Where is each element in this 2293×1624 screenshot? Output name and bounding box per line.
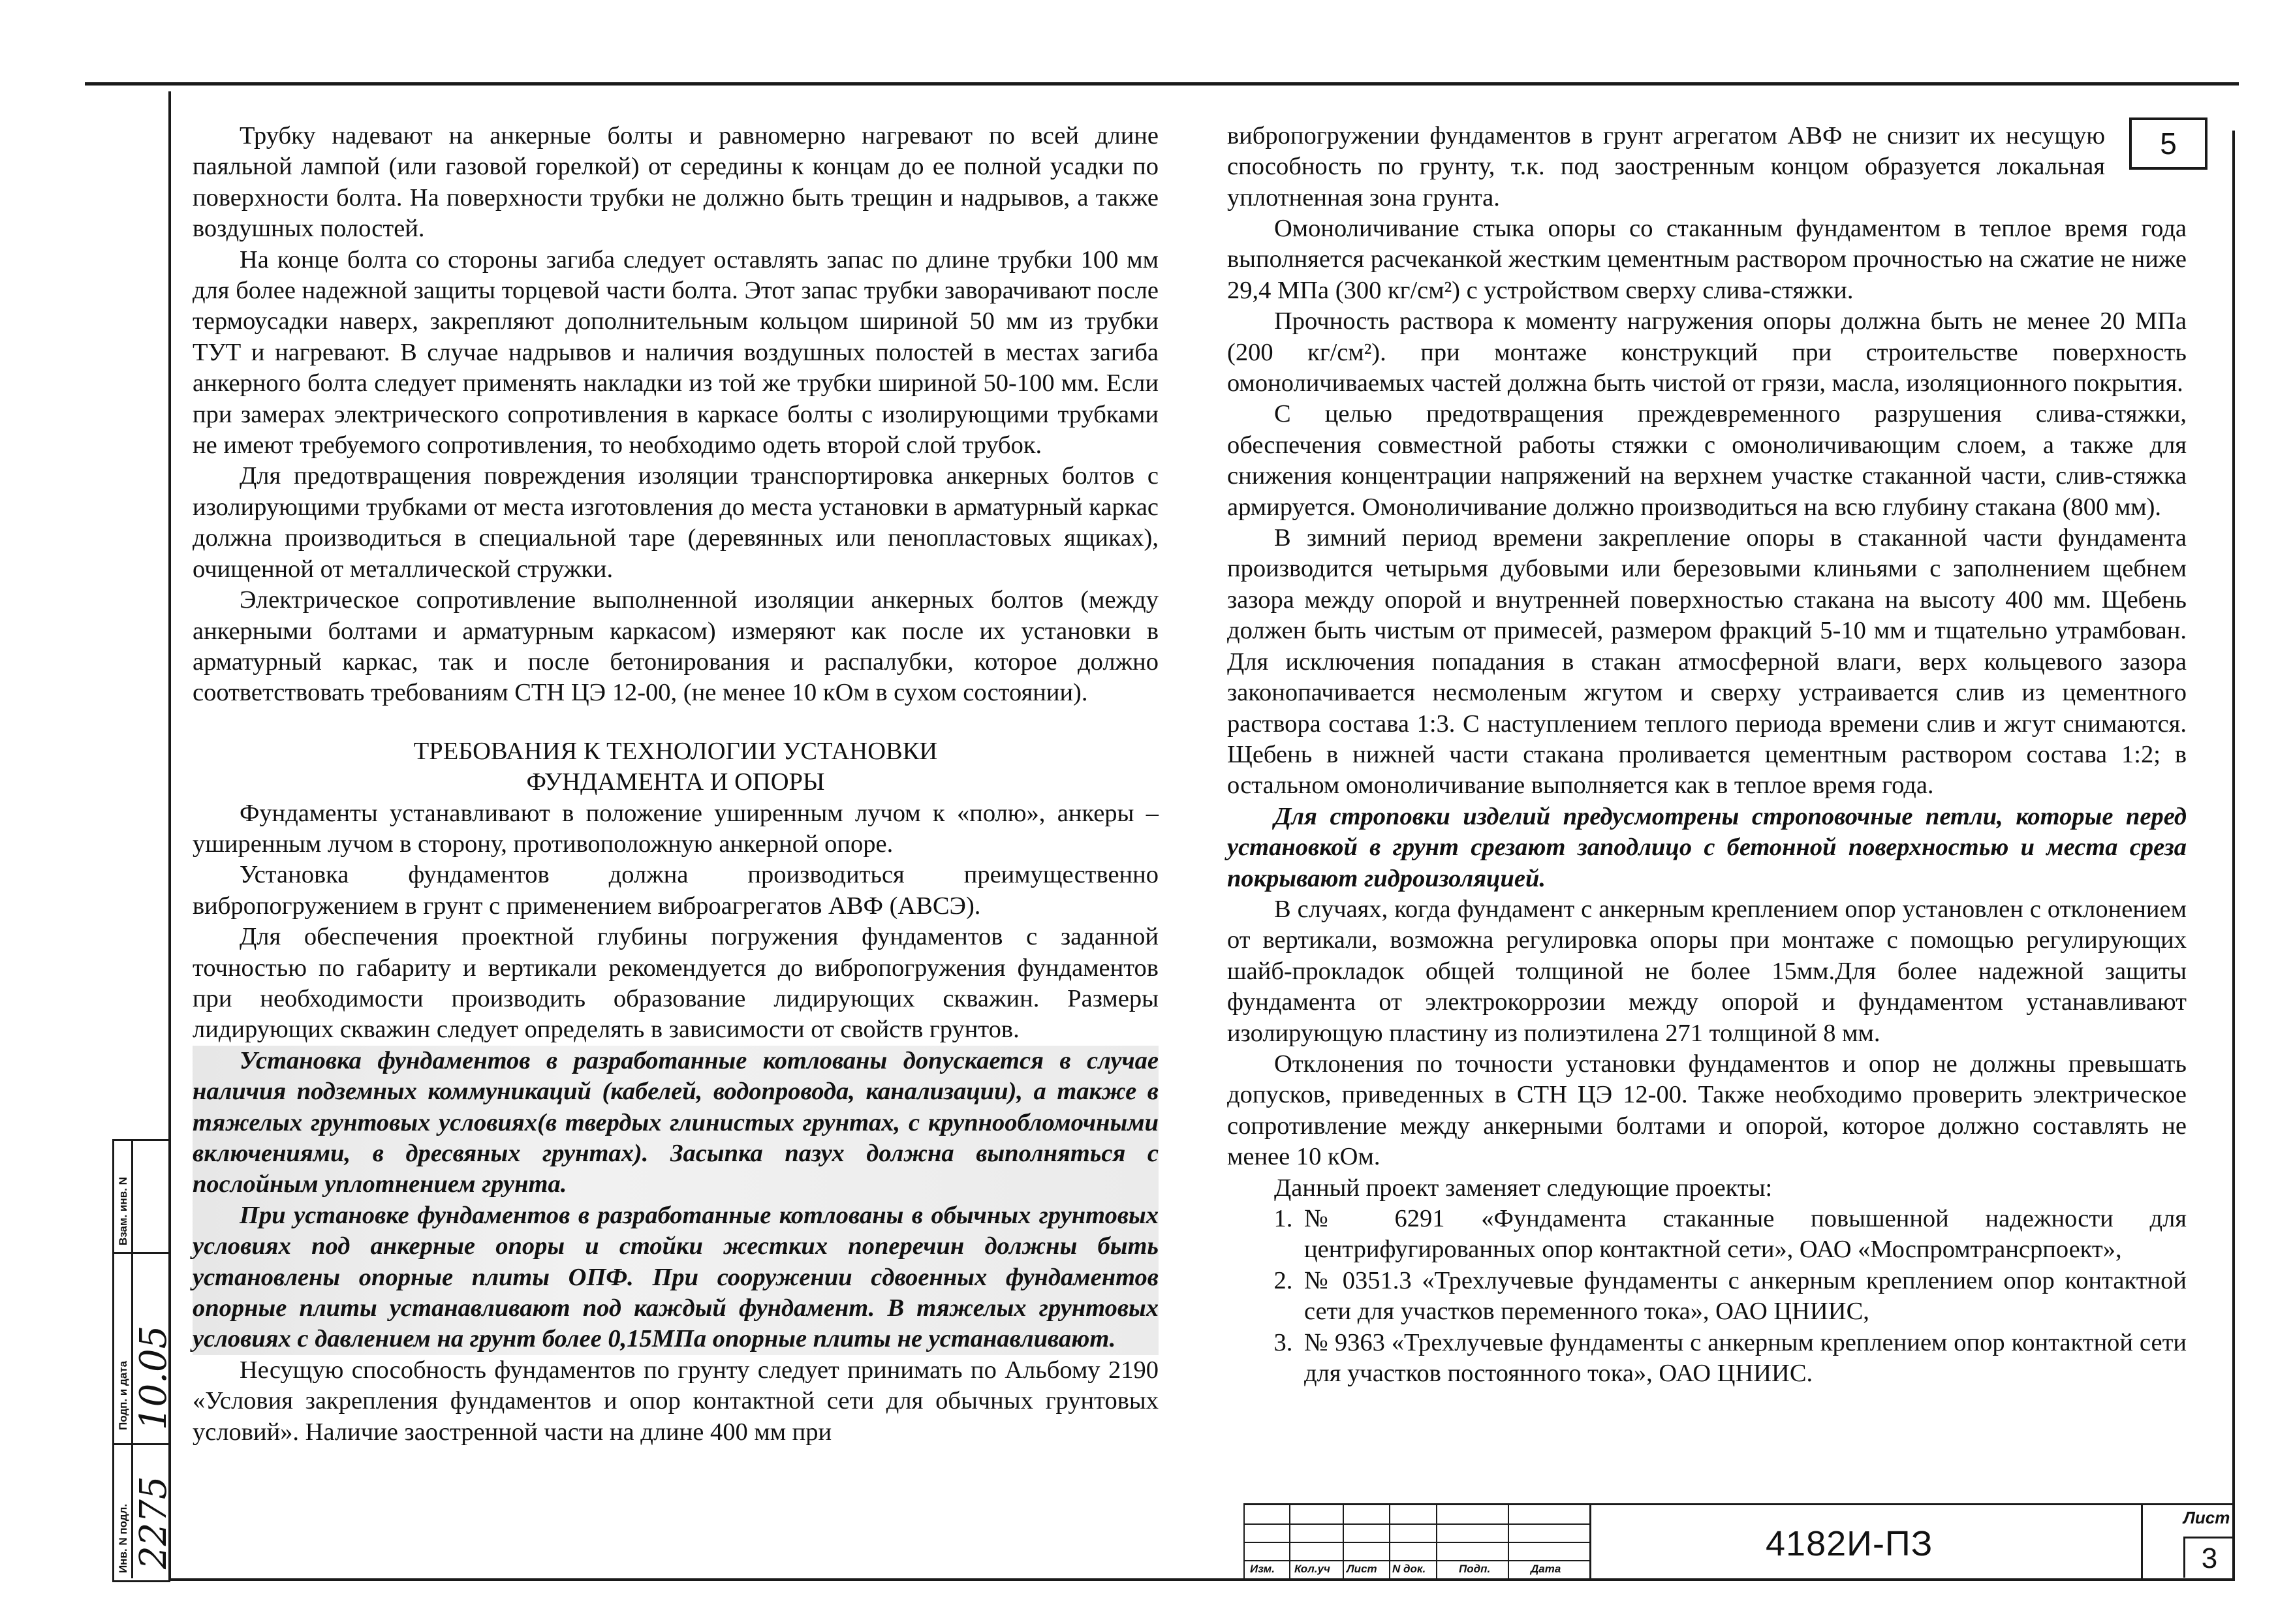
paragraph: Электрическое сопротивление выполненной изоляции анкерных болтов (между анкерными болтами и арматурным каркасом) измеряют как после их установки в арматурный каркас, так и после бетонирования и распалубки, которое должно соответствовать требованиям СТН ЦЭ 12-00, (не менее 10 кОм в сухом состоянии). xyxy=(193,586,1159,707)
label-sign-date: Подп. и дата xyxy=(117,1360,129,1430)
label-inv-orig: Инв. N подл. xyxy=(117,1503,129,1573)
sidebar-cell-replace xyxy=(114,1141,170,1254)
frame-right-border xyxy=(2232,131,2235,1580)
revision-grid xyxy=(1243,1505,1591,1580)
paragraph: Отклонения по точности установки фундаментов и опор не должны превышать допусков, приведенных в СТН ЦЭ 12-00. Также необходимо проверить электрическое сопротивление между анкерными болтами и опорой, которое должно составлять не менее 10 кОм. xyxy=(1227,1050,2187,1171)
header-sheet: Лист xyxy=(1347,1563,1377,1575)
list-item: 3. № 9363 «Трехлучевые фундаменты с анкерным креплением опор контактной сети для участков постоянного тока», ОАО ЦНИИС. xyxy=(1299,1328,2187,1390)
paragraph: Фундаменты устанавливают в положение уширенным лучом к «полю», анкеры – уширенным лучом в сторону, противоположную анкерной опоре. xyxy=(193,799,1159,858)
sheet-label: Лист xyxy=(2183,1508,2230,1527)
replaced-projects-list xyxy=(1227,1204,2187,1389)
paragraph: На конце болта со стороны загиба следует оставлять запас по длине трубки 100 мм для более надежной защиты торцевой части болта. Этот запас трубки заворачивают после термоусадки наверх, закрепляют дополнительным кольцом шириной 50 мм из трубки ТУТ и нагревают. В случае надрывов и наличия воздушных полостей в местах загиба анкерного болта следует применять накладки из той же трубки шириной 50-100 мм. Если при замерах электрического сопротивления в каркасе болты с изолирующими трубками не имеют требуемого сопротивления, то необходимо одеть второй слой трубок. xyxy=(193,245,1159,460)
header-qty: Кол.уч xyxy=(1294,1563,1330,1575)
sheet-number: 3 xyxy=(2183,1537,2234,1578)
italic-paragraph-excavation: Установка фундаментов в разработанные котлованы допускается в случае наличия подземных коммуникаций (кабелей, водопровода, канализации), а также в тяжелых грунтовых условиях(в твердых глинистых грунтах, с крупнообломочными включениями, в дресвяных грунтах). Засыпка пазух должна выполняться с послойным уплотнением грунта. xyxy=(193,1046,1159,1200)
italic-paragraph-support-plates: При установке фундаментов в разработанные котлованы в обычных грунтовых условиях под анкерные опоры и стойки жестких поперечин должны быть установлены опорные плиты ОПФ. При сооружении сдвоенных фундаментов опорные плиты устанавливают под каждый фундамент. В тяжелых грунтовых условиях с давлением на грунт более 0,15МПа опорные плиты не устанавливают. xyxy=(193,1200,1159,1355)
inventory-number: 2275 xyxy=(133,1476,175,1569)
section-heading xyxy=(193,736,1159,798)
paragraph: В зимний период времени закрепление опоры в стаканной части фундамента производится четырьмя дубовыми или березовыми клиньями с заполнением щебнем зазора между опорой и внутренней поверхностью стакана на высоту 400 мм. Щебень должен быть чистым от примесей, размером фракций 5-10 мм и тщательно утрамбован. Для исключения попадания в стакан атмосферной влаги, верх кольцевого зазора законопачивается несмоленым жгутом и сверху устраивается слив из цементного раствора состава 1:3. С наступлением теплого периода времени слив и жгут снимаются. Щебень в нижней части стакана проливается цементным раствором состава 1:2; в остальном омоноличивание выполняется как в теплое время года. xyxy=(1227,524,2187,800)
sheet-cell xyxy=(2141,1505,2234,1580)
top-rule xyxy=(85,82,2239,86)
page-number-box xyxy=(2129,117,2207,170)
title-block xyxy=(1243,1503,2232,1580)
list-item: 1. № 6291 «Фундамента стаканные повышенной надежности для центрифугированных опор контактной сети», ОАО «Моспромтрансрпоект», xyxy=(1299,1204,2187,1266)
header-rev: Изм. xyxy=(1250,1563,1275,1575)
signature-date: 10.05 xyxy=(133,1325,175,1430)
sidebar-cell-orig xyxy=(114,1445,175,1578)
left-column xyxy=(193,121,1159,1448)
paragraph: В случаях, когда фундамент с анкерным креплением опор установлен с отклонением от вертикали, возможна регулировка опоры при монтаже с помощью регулирующих шайб-прокладок общей толщиной не более 15мм.Для более надежной защиты фундамента от электрокоррозии между опорой и фундаментом устанавливают изолирующую пластину из полиэтилена 271 толщиной 8 мм. xyxy=(1227,895,2187,1047)
header-date: Дата xyxy=(1531,1563,1561,1575)
section-heading-line2: ФУНДАМЕНТА И ОПОРЫ xyxy=(526,768,825,796)
section-heading-line1: ТРЕБОВАНИЯ К ТЕХНОЛОГИИ УСТАНОВКИ xyxy=(413,737,938,765)
paragraph: Установка фундаментов должна производиться преимущественно вибропогружением в грунт с применением виброагрегатов АВФ (АВСЭ). xyxy=(193,861,1159,920)
paragraph: С целью предотвращения преждевременного разрушения слива-стяжки, обеспечения совместной работы стяжки с омоноличивающим слоем, а также для снижения концентрации напряжений на верхнем участке стаканной части, слив-стяжка армируется. Омоноличивание должно производиться на всю глубину стакана (800 мм). xyxy=(1227,400,2187,521)
right-column-continuation xyxy=(1227,121,2105,213)
list-item: 2. № 0351.3 «Трехлучевые фундаменты с анкерным креплением опор контактной сети для участков переменного тока», ОАО ЦНИИС, xyxy=(1299,1266,2187,1328)
sidebar-cell-sign xyxy=(114,1254,175,1445)
italic-paragraph-lifting-loops: Для строповки изделий предусмотрены строповочные петли, которые перед установкой в грунт срезают заподлицо с бетонной поверхностью и места среза покрывают гидроизоляцией. xyxy=(1227,802,2187,892)
paragraph: Омоноличивание стыка опоры со стаканным фундаментом в теплое время года выполняется расчеканкой жестким цементным раствором прочностью на сжатие не ниже 29,4 МПа (300 кг/см²) с устройством сверху слива-стяжки. xyxy=(1227,215,2187,304)
right-column xyxy=(1227,213,2187,1389)
header-sign: Подп. xyxy=(1459,1563,1491,1575)
paragraph-continuation: вибропогружении фундаментов в грунт агрегатом АВФ не снизит их несущую способность по грунту, т.к. под заостренным концом образуется локальная уплотненная зона грунта. xyxy=(1227,122,2105,211)
paragraph: Для предотвращения повреждения изоляции транспортировка анкерных болтов с изолирующими трубками от места изготовления до места установки в арматурный каркас должна производиться в специальной таре (деревянных или пенопластовых ящиках), очищенной от металлической стружки. xyxy=(193,462,1159,583)
page-number: 5 xyxy=(2160,127,2177,161)
paragraph: Для обеспечения проектной глубины погружения фундаментов с заданной точностью по габариту и вертикали рекомендуется до вибропогружения фундаментов при необходимости производить образование лидирующих скважин. Размеры лидирующих скважин следует определять в зависимости от свойств грунтов. xyxy=(193,923,1159,1044)
paragraph: Несущую способность фундаментов по грунту следует принимать по Альбому 2190 «Условия закрепления фундаментов и опор контактной сети для обычных грунтовых условий». Наличие заостренной части на длине 400 мм при xyxy=(193,1356,1159,1446)
paragraph: Прочность раствора к моменту нагружения опоры должна быть не менее 20 МПа (200 кг/см²). при монтаже конструкций при строительстве поверхность омоноличиваемых частей должна быть чистой от грязи, масла, изоляционного покрытия. xyxy=(1227,307,2187,398)
inventory-sidebar xyxy=(112,1139,175,1582)
paragraph: Данный проект заменяет следующие проекты: xyxy=(1274,1174,1773,1202)
document-code: 4182И-ПЗ xyxy=(1766,1524,1933,1563)
header-doc: N док. xyxy=(1392,1563,1426,1575)
label-inv-replace: Взам. инв. N xyxy=(117,1177,129,1245)
paragraph: Трубку надевают на анкерные болты и равномерно нагревают по всей длине паяльной лампой (или газовой горелкой) от середины к концам до ее полной усадки по поверхности болта. На поверхности трубки не должно быть трещин и надрывов, а также воздушных полостей. xyxy=(193,122,1159,243)
